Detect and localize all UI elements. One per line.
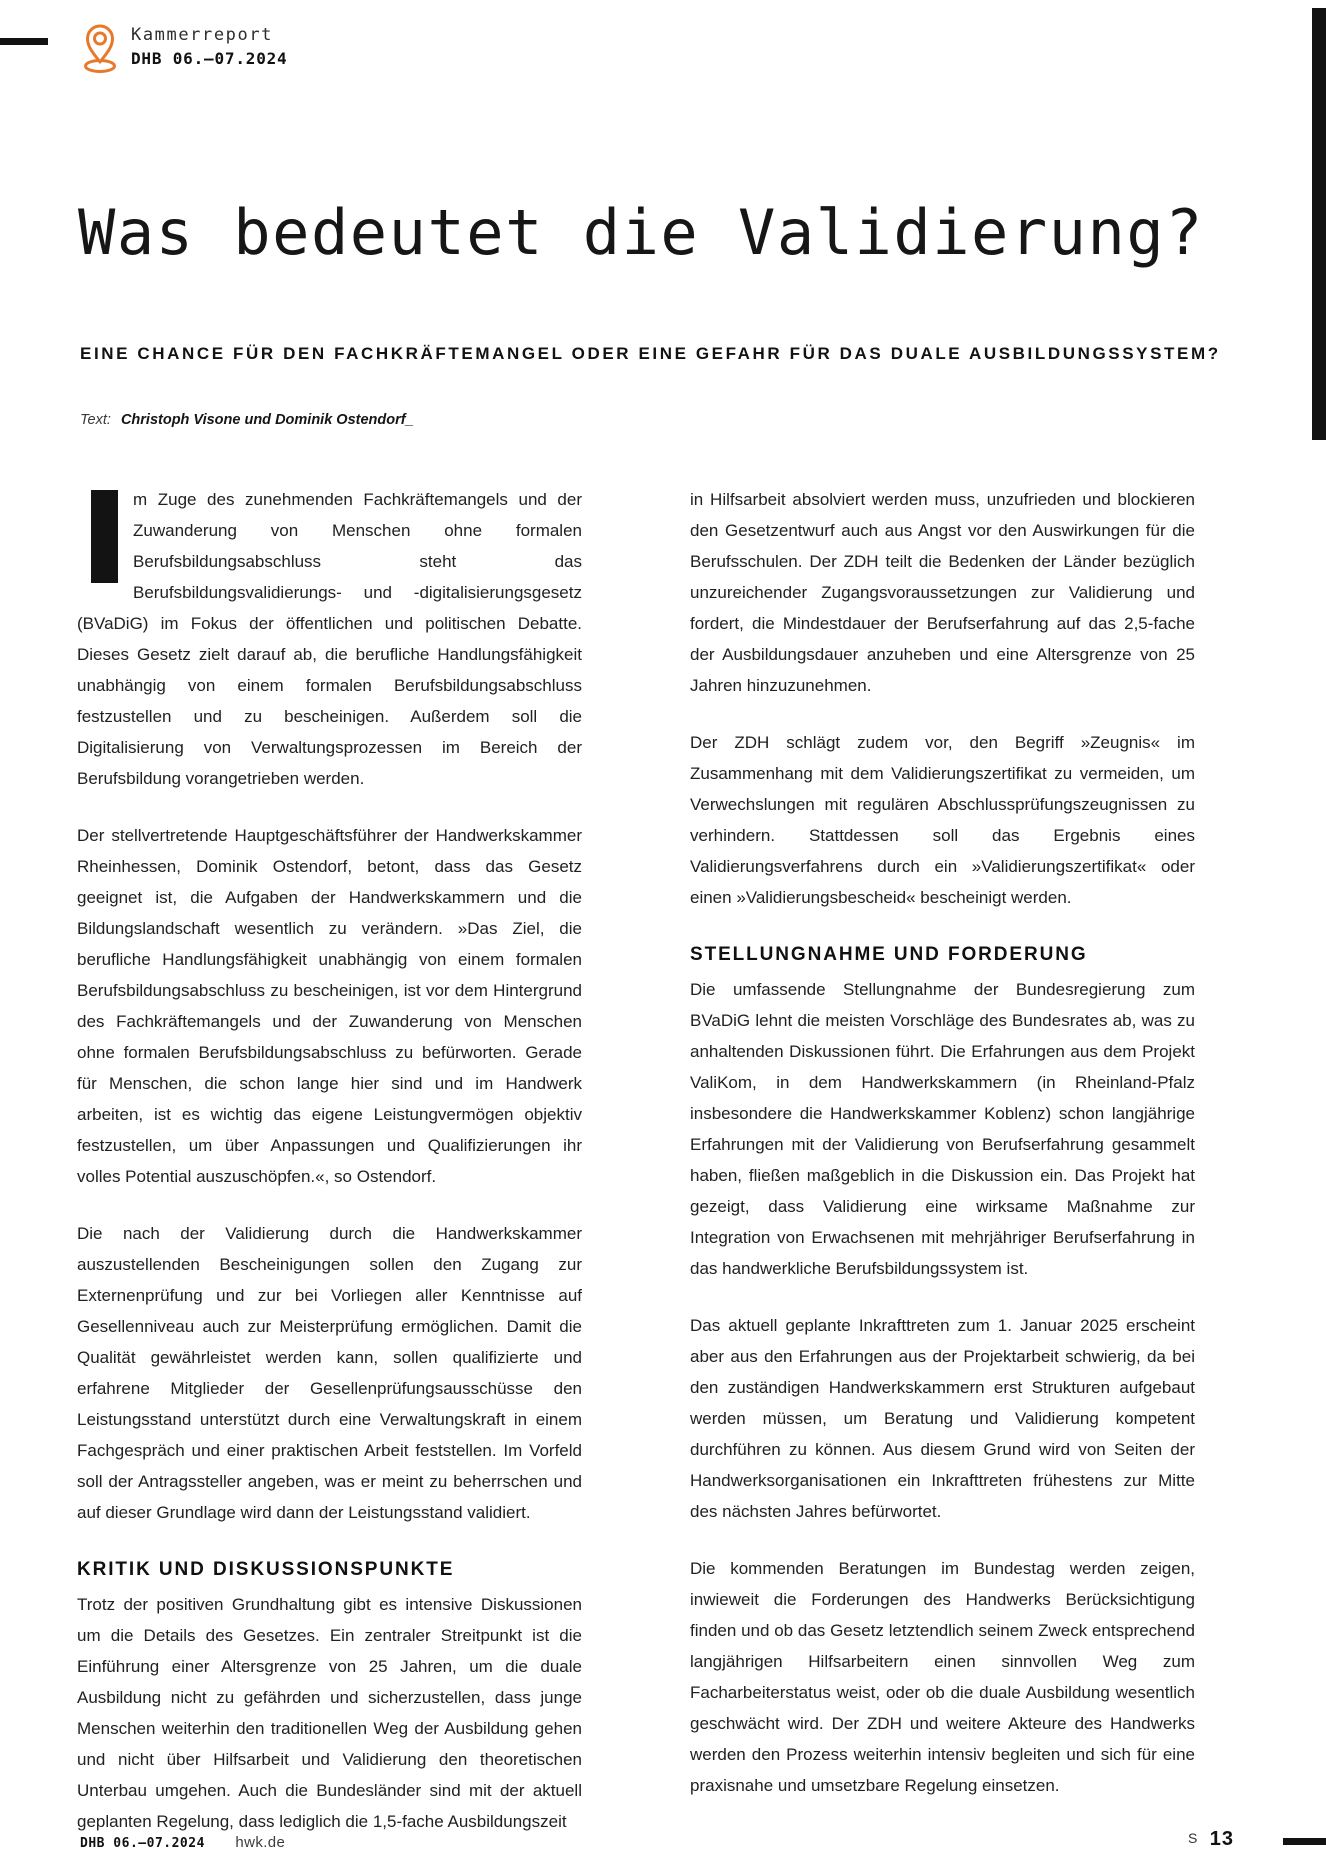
section-name: Kammerreport: [131, 25, 274, 45]
article-subtitle: EINE CHANCE FÜR DEN FACHKRÄFTEMANGEL ODER EINE GEFAHR FÜR DAS DUALE AUSBILDUNGSSYSTEM?: [80, 344, 1221, 363]
page-number: 13: [1209, 1828, 1235, 1850]
byline: [80, 412, 414, 428]
body-paragraph: Die umfassende Stellungnahme der Bundesregierung zum BVaDiG lehnt die meisten Vorschläge des Bundesrates ab, was zu anhaltenden Diskussionen führt. Die Erfahrungen aus dem Projekt ValiKom, in dem Handwerkskammern (in Rheinland-Pfalz insbesondere die Handwerkskammer Koblenz) schon langjährige Erfahrungen mit der Validierung von Berufserfahrung gesammelt haben, fließen maßgeblich in die Diskussion ein. Das Projekt hat gezeigt, dass Validierung eine wirksame Maßnahme zur Integration von Erwachsenen mit mehrjähriger Berufserfahrung in das handwerkliche Berufsbildungssystem ist.: [690, 980, 1195, 1278]
drop-cap: [91, 490, 118, 583]
body-paragraph: Trotz der positiven Grundhaltung gibt es intensive Diskussionen um die Details des Gesetzes. Ein zentraler Streitpunkt ist die Einführung einer Altersgrenze von 25 Jahren, um die duale Ausbildung nicht zu gefährden und sicherzustellen, dass junge Menschen weiterhin den traditionellen Weg der Ausbildung gehen und nicht über Hilfsarbeit und Validierung den theoretischen Unterbau umgehen. Auch die Bundesländer sind mit der aktuell geplanten Regelung, dass lediglich die 1,5-fache Ausbildungszeit: [77, 1595, 582, 1831]
top-left-rule: [0, 38, 48, 45]
section-heading: KRITIK UND DISKUSSIONSPUNKTE: [77, 1559, 455, 1580]
issue-label: DHB 06.–07.2024: [131, 49, 288, 68]
page-label: S: [1188, 1830, 1199, 1846]
masthead: [80, 22, 288, 74]
bottom-right-rule: [1283, 1838, 1326, 1845]
body-paragraph: in Hilfsarbeit absolviert werden muss, unzufrieden und blockieren den Gesetzentwurf auch aus Angst vor den Auswirkungen für die Berufsschulen. Der ZDH teilt die Bedenken der Länder bezüglich unzureichender Zugangsvoraussetzungen zur Validierung und fordert, die Mindestdauer der Berufserfahrung auf das 2,5-fache der Ausbildungsdauer anzuheben und eine Altersgrenze von 25 Jahren hinzuzunehmen.: [690, 490, 1195, 695]
section-heading: STELLUNGNAHME UND FORDERUNG: [690, 944, 1088, 965]
right-column: [690, 484, 1195, 1827]
footer-left: [80, 1834, 285, 1852]
byline-authors: Christoph Visone und Dominik Ostendorf_: [120, 412, 414, 428]
masthead-text: [131, 22, 288, 69]
body-paragraph: m Zuge des zunehmenden Fachkräftemangels und der Zuwanderung von Menschen ohne formalen Berufsbildungsabschluss steht das Berufsbildungsvalidierungs- und -digitalisierungsgesetz (BVaDiG) im Fokus der öffentlichen und politischen Debatte. Dieses Gesetz zielt darauf ab, die berufliche Handlungsfähigkeit unabhängig von einem formalen Berufsbildungsabschluss festzustellen und zu bescheinigen. Außerdem soll die Digitalisierung von Verwaltungsprozessen im Bereich der Berufsbildung vorangetrieben werden.: [77, 490, 582, 788]
section-edge-bar: [1312, 8, 1326, 440]
footer-site-url: hwk.de: [235, 1834, 286, 1851]
footer-issue: DHB 06.–07.2024: [80, 1836, 205, 1851]
body-paragraph: Die kommenden Beratungen im Bundestag werden zeigen, inwieweit die Forderungen des Handwerks Berücksichtigung finden und ob das Gesetz letztendlich seinem Zweck entsprechend langjährigen Hilfsarbeitern einen sinnvollen Weg zum Facharbeiterstatus weist, oder ob die duale Ausbildung wesentlich geschwächt wird. Der ZDH und weitere Akteure des Handwerks werden den Prozess weiterhin intensiv begleiten und sich für eine praxisnahe und umsetzbare Regelung einsetzen.: [690, 1559, 1195, 1795]
body-paragraph: Der ZDH schlägt zudem vor, den Begriff »Zeugnis« im Zusammenhang mit dem Validierungszertifikat zu vermeiden, um Verwechslungen mit regulären Abschlussprüfungszeugnissen zu verhindern. Stattdessen soll das Ergebnis eines Validierungsverfahrens durch ein »Validierungszertifikat« oder einen »Validierungsbescheid« bescheinigt werden.: [690, 733, 1195, 907]
body-paragraph: Die nach der Validierung durch die Handwerkskammer auszustellenden Bescheinigungen sollen den Zugang zur Externenprüfung und zur bei Vorliegen aller Kenntnisse auf Gesellenniveau auch zur Meisterprüfung ermöglichen. Damit die Qualität gewährleistet werden kann, sollen qualifizierte und erfahrene Mitglieder der Gesellenprüfungsausschüsse den Leistungsstand unterstützt durch eine Verwaltungskraft in einem Fachgespräch und einer praktischen Arbeit feststellen. Im Vorfeld soll der Antragssteller angeben, was er meint zu beherrschen und auf dieser Grundlage wird dann der Leistungsstand validiert.: [77, 1224, 582, 1522]
article-title: Was bedeutet die Validierung?: [78, 196, 1204, 269]
left-column: [77, 484, 582, 1863]
map-pin-icon: [80, 22, 120, 74]
page-number-block: [1188, 1828, 1234, 1851]
body-paragraph: Das aktuell geplante Inkrafttreten zum 1. Januar 2025 erscheint aber aus den Erfahrungen aus der Projektarbeit schwierig, da bei den zuständigen Handwerkskammern erst Strukturen aufgebaut werden müssen, um Beratung und Validierung kompetent durchführen zu können. Aus diesem Grund wird von Seiten der Handwerksorganisationen ein Inkrafttreten frühestens zur Mitte des nächsten Jahres befürwortet.: [690, 1316, 1195, 1521]
body-paragraph: Der stellvertretende Hauptgeschäftsführer der Handwerkskammer Rheinhessen, Dominik Ostendorf, betont, dass das Gesetz geeignet ist, die Aufgaben der Handwerkskammern und die Bildungslandschaft wesentlich zu verändern. »Das Ziel, die berufliche Handlungsfähigkeit unabhängig von einem formalen Berufsbildungsabschluss zu bescheinigen, ist vor dem Hintergrund des Fachkräftemangels und der Zuwanderung von Menschen ohne formalen Berufsbildungsabschluss zu befürworten. Gerade für Menschen, die schon lange hier sind und im Handwerk arbeiten, ist es wichtig das eigene Leistungvermögen objektiv festzustellen, um über Anpassungen und Qualifizierungen ihr volles Potential auszuschöpfen.«, so Ostendorf.: [77, 826, 582, 1186]
byline-label: Text:: [80, 412, 111, 428]
